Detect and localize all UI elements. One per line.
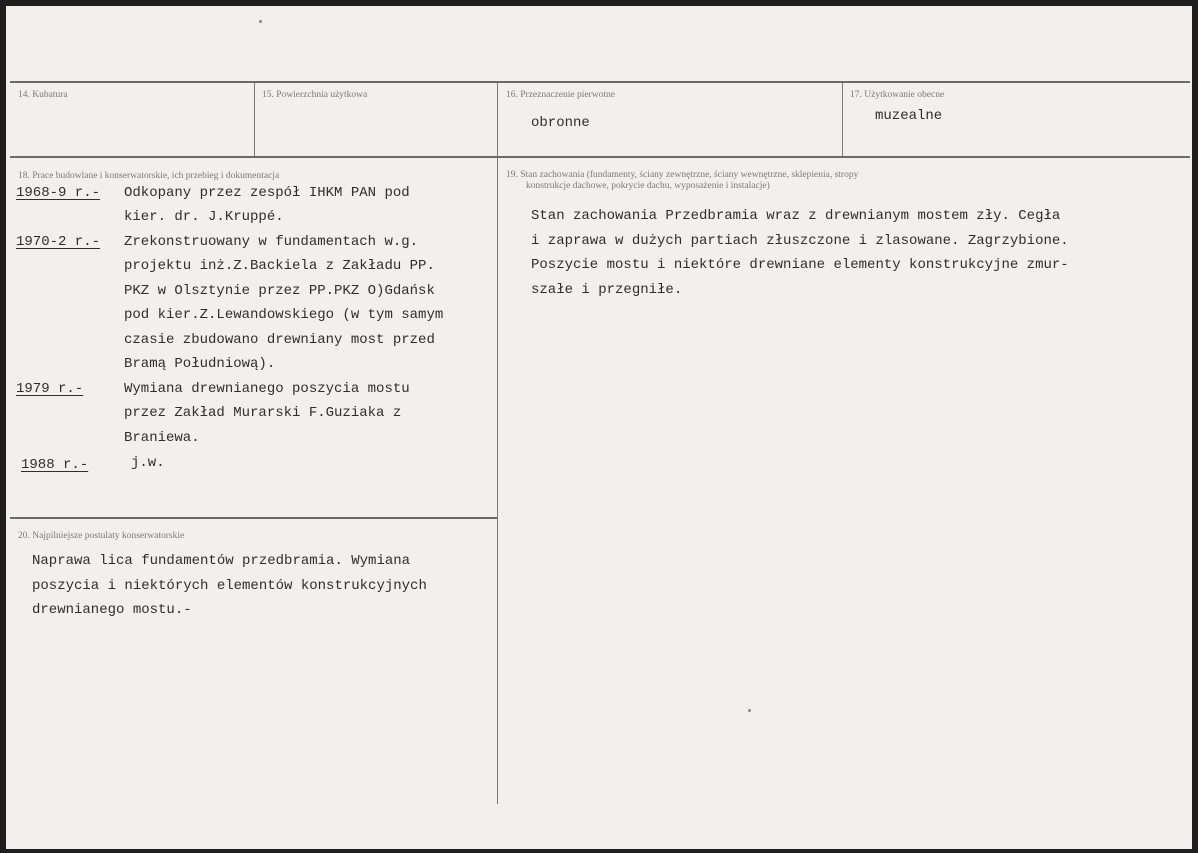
field-20-label: 20. Najpilniejsze postulaty konserwatorskie [18, 531, 185, 541]
entry-date: 1970-2 r.- [16, 234, 101, 250]
field-16-label: 16. Przeznaczenie pierwotne [506, 90, 615, 100]
entry-line: przez Zakład Murarski F.Guziaka z [124, 405, 402, 421]
field-16-value: obronne [531, 115, 590, 131]
field-20-rule [10, 517, 497, 519]
paper-speck [748, 709, 751, 712]
entry-line: projektu inż.Z.Backiela z Zakładu PP. [124, 258, 435, 274]
field-19-line: szałe i przegniłe. [531, 282, 683, 298]
top-rule [10, 81, 1190, 83]
middle-rule [10, 156, 1190, 158]
entry-line: j.w. [131, 455, 165, 471]
entry-line: Bramą Południową). [124, 356, 276, 372]
entry-date: 1988 r.- [21, 457, 89, 473]
divider-16-17 [842, 83, 843, 157]
field-19-label: 19. Stan zachowania (fundamenty, ściany zewnętrzne, ściany wewnętrzne, sklepienia, stropy [506, 170, 859, 180]
field-20-line: poszycia i niektórych elementów konstrukcyjnych [32, 578, 427, 594]
entry-date: 1979 r.- [16, 381, 84, 397]
entry-line: pod kier.Z.Lewandowskiego (w tym samym [124, 307, 444, 323]
entry-line: czasie zbudowano drewniany most przed [124, 332, 435, 348]
divider-14-15 [254, 83, 255, 157]
field-17-value: muzealne [875, 108, 943, 124]
entry-line: Odkopany przez zespół IHKM PAN pod [124, 185, 410, 201]
entry-line: Wymiana drewnianego poszycia mostu [124, 381, 410, 397]
paper-speck [259, 20, 262, 23]
field-19-line: Poszycie mostu i niektóre drewniane elementy konstrukcyjne zmur- [531, 257, 1069, 273]
field-17-label: 17. Użytkowanie obecne [850, 90, 945, 100]
field-15-label: 15. Powierzchnia użytkowa [262, 90, 368, 100]
field-14-label: 14. Kubatura [18, 90, 68, 100]
field-20-line: Naprawa lica fundamentów przedbramia. Wymiana [32, 553, 411, 569]
entry-date: 1968-9 r.- [16, 185, 101, 201]
divider-15-16 [497, 83, 498, 157]
entry-line: PKZ w Olsztynie przez PP.PKZ O)Gdańsk [124, 283, 435, 299]
entry-line: kier. dr. J.Kruppé. [124, 209, 284, 225]
divider-18-19 [497, 158, 498, 804]
field-19-line: i zaprawa w dużych partiach złuszczone i zlasowane. Zagrzybione. [531, 233, 1069, 249]
entry-line: Zrekonstruowany w fundamentach w.g. [124, 234, 419, 250]
field-18-label: 18. Prace budowlane i konserwatorskie, ich przebieg i dokumentacja [18, 171, 280, 181]
inventory-card [6, 6, 1192, 849]
field-19-line: Stan zachowania Przedbramia wraz z drewnianym mostem zły. Cegła [531, 208, 1061, 224]
entry-line: Braniewa. [124, 430, 200, 446]
field-19-label-cont: konstrukcje dachowe, pokrycie dachu, wyposażenie i instalacje) [526, 181, 770, 191]
field-20-line: drewnianego mostu.- [32, 602, 192, 618]
